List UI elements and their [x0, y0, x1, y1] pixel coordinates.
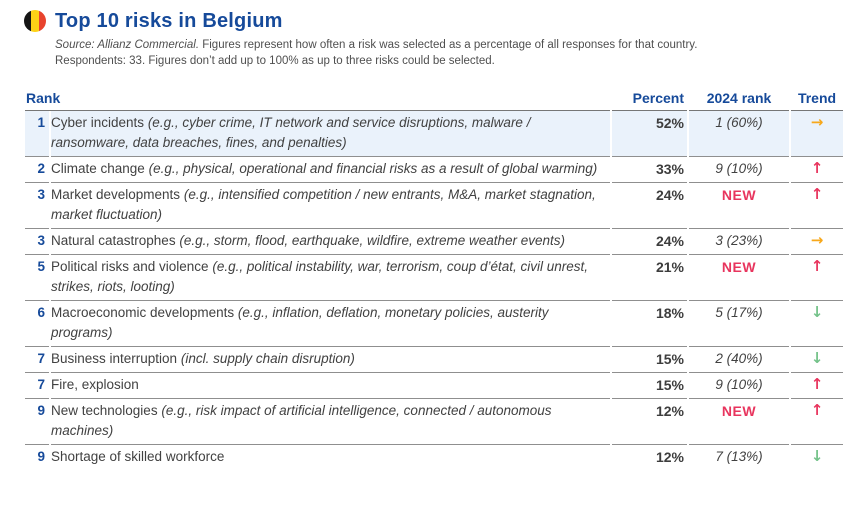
- rank-value: 7: [25, 373, 49, 399]
- risk-cell: [51, 301, 610, 347]
- column-header-percent: Percent: [612, 88, 687, 111]
- rank-2024-value: NEW: [689, 255, 789, 301]
- rank-2024-value: 3 (23%): [689, 229, 789, 255]
- percent-value: 12%: [612, 399, 687, 445]
- percent-value: 24%: [612, 183, 687, 229]
- risk-name: New technologies: [51, 403, 158, 418]
- column-header-2024-rank: 2024 rank: [689, 88, 789, 111]
- risk-name: Shortage of skilled workforce: [51, 449, 225, 464]
- rank-2024-value: 1 (60%): [689, 111, 789, 157]
- risk-qualifier: (e.g., cyber crime, IT network and service disruptions, malware / ransomware, data breaches, fines, and penalties): [51, 115, 531, 150]
- trend-up-icon: ↑: [810, 257, 824, 275]
- percent-value: 52%: [612, 111, 687, 157]
- trend-same-icon: →: [810, 231, 824, 249]
- risk-cell: [51, 399, 610, 445]
- trend-down-icon: ↓: [810, 447, 824, 465]
- rank-value: 1: [25, 111, 49, 157]
- risk-qualifier: (incl. supply chain disruption): [180, 351, 355, 366]
- percent-value: 15%: [612, 373, 687, 399]
- rank-2024-value: NEW: [689, 399, 789, 445]
- table-row: [25, 399, 843, 445]
- risk-name: Political risks and violence: [51, 259, 209, 274]
- rank-2024-value: 9 (10%): [689, 157, 789, 183]
- table-row: [25, 157, 843, 183]
- rank-value: 6: [25, 301, 49, 347]
- belgium-flag-icon: [24, 10, 46, 32]
- column-header-trend: Trend: [791, 88, 843, 111]
- trend-up-icon: ↑: [810, 159, 824, 177]
- source-description: Figures represent how often a risk was selected as a percentage of all responses for that country.: [202, 39, 698, 51]
- rank-value: 9: [25, 399, 49, 445]
- percent-value: 24%: [612, 229, 687, 255]
- percent-value: 15%: [612, 347, 687, 373]
- risk-table: [23, 88, 845, 470]
- rank-value: 3: [25, 229, 49, 255]
- risk-name: Natural catastrophes: [51, 233, 176, 248]
- trend-up-icon: ↑: [810, 401, 824, 419]
- risk-qualifier: (e.g., physical, operational and financial risks as a result of global warming): [148, 161, 598, 176]
- risk-qualifier: (e.g., political instability, war, terrorism, coup d’état, civil unrest, strikes, riots, looting): [51, 259, 588, 294]
- risk-name: Macroeconomic developments: [51, 305, 235, 320]
- column-header-rank: Rank: [25, 88, 610, 111]
- table-row: [25, 445, 843, 470]
- table-header-row: [25, 88, 843, 111]
- rank-value: 5: [25, 255, 49, 301]
- table-row: [25, 301, 843, 347]
- table-row: [25, 347, 843, 373]
- risk-qualifier: (e.g., intensified competition / new entrants, M&A, market stagnation, market fluctuation): [51, 187, 596, 222]
- trend-up-icon: ↑: [810, 185, 824, 203]
- percent-value: 18%: [612, 301, 687, 347]
- rank-2024-value: 9 (10%): [689, 373, 789, 399]
- source-line-1: [55, 37, 857, 53]
- risk-qualifier: (e.g., storm, flood, earthquake, wildfire, extreme weather events): [179, 233, 566, 248]
- trend-down-icon: ↓: [810, 349, 824, 367]
- risk-cell: [51, 183, 610, 229]
- risk-name: Climate change: [51, 161, 145, 176]
- risk-cell: [51, 445, 610, 470]
- risk-cell: [51, 347, 610, 373]
- percent-value: 33%: [612, 157, 687, 183]
- table-row: [25, 229, 843, 255]
- risk-cell: [51, 373, 610, 399]
- rank-value: 2: [25, 157, 49, 183]
- percent-value: 21%: [612, 255, 687, 301]
- risk-qualifier: (e.g., risk impact of artificial intelligence, connected / autonomous machines): [51, 403, 552, 438]
- risk-name: Market developments: [51, 187, 181, 202]
- risk-cell: [51, 111, 610, 157]
- risk-cell: [51, 157, 610, 183]
- table-row: [25, 255, 843, 301]
- table-row: [25, 183, 843, 229]
- rank-2024-value: NEW: [689, 183, 789, 229]
- source-note: [55, 37, 857, 69]
- rank-value: 9: [37, 449, 45, 464]
- risk-cell: [51, 229, 610, 255]
- source-credit: Source: Allianz Commercial.: [55, 39, 200, 51]
- trend-same-icon: →: [810, 113, 824, 131]
- table-row: [25, 111, 843, 157]
- risk-cell: [51, 255, 610, 301]
- risk-name: Business interruption: [51, 351, 178, 366]
- trend-down-icon: ↓: [810, 303, 824, 321]
- risk-name: Fire, explosion: [51, 377, 139, 392]
- rank-2024-value: 5 (17%): [689, 301, 789, 347]
- table-row: [25, 373, 843, 399]
- rank-value: 7: [25, 347, 49, 373]
- rank-value: 3: [25, 183, 49, 229]
- page-header: [24, 8, 857, 34]
- risk-qualifier: (e.g., inflation, deflation, monetary policies, austerity programs): [51, 305, 549, 340]
- percent-value: 12%: [655, 449, 685, 465]
- risk-name: Cyber incidents: [51, 115, 145, 130]
- trend-up-icon: ↑: [810, 375, 824, 393]
- source-line-2: Respondents: 33. Figures don’t add up to 100% as up to three risks could be selected.: [55, 55, 495, 67]
- page-title: Top 10 risks in Belgium: [55, 10, 283, 32]
- rank-2024-value: 7 (13%): [715, 449, 763, 464]
- rank-2024-value: 2 (40%): [689, 347, 789, 373]
